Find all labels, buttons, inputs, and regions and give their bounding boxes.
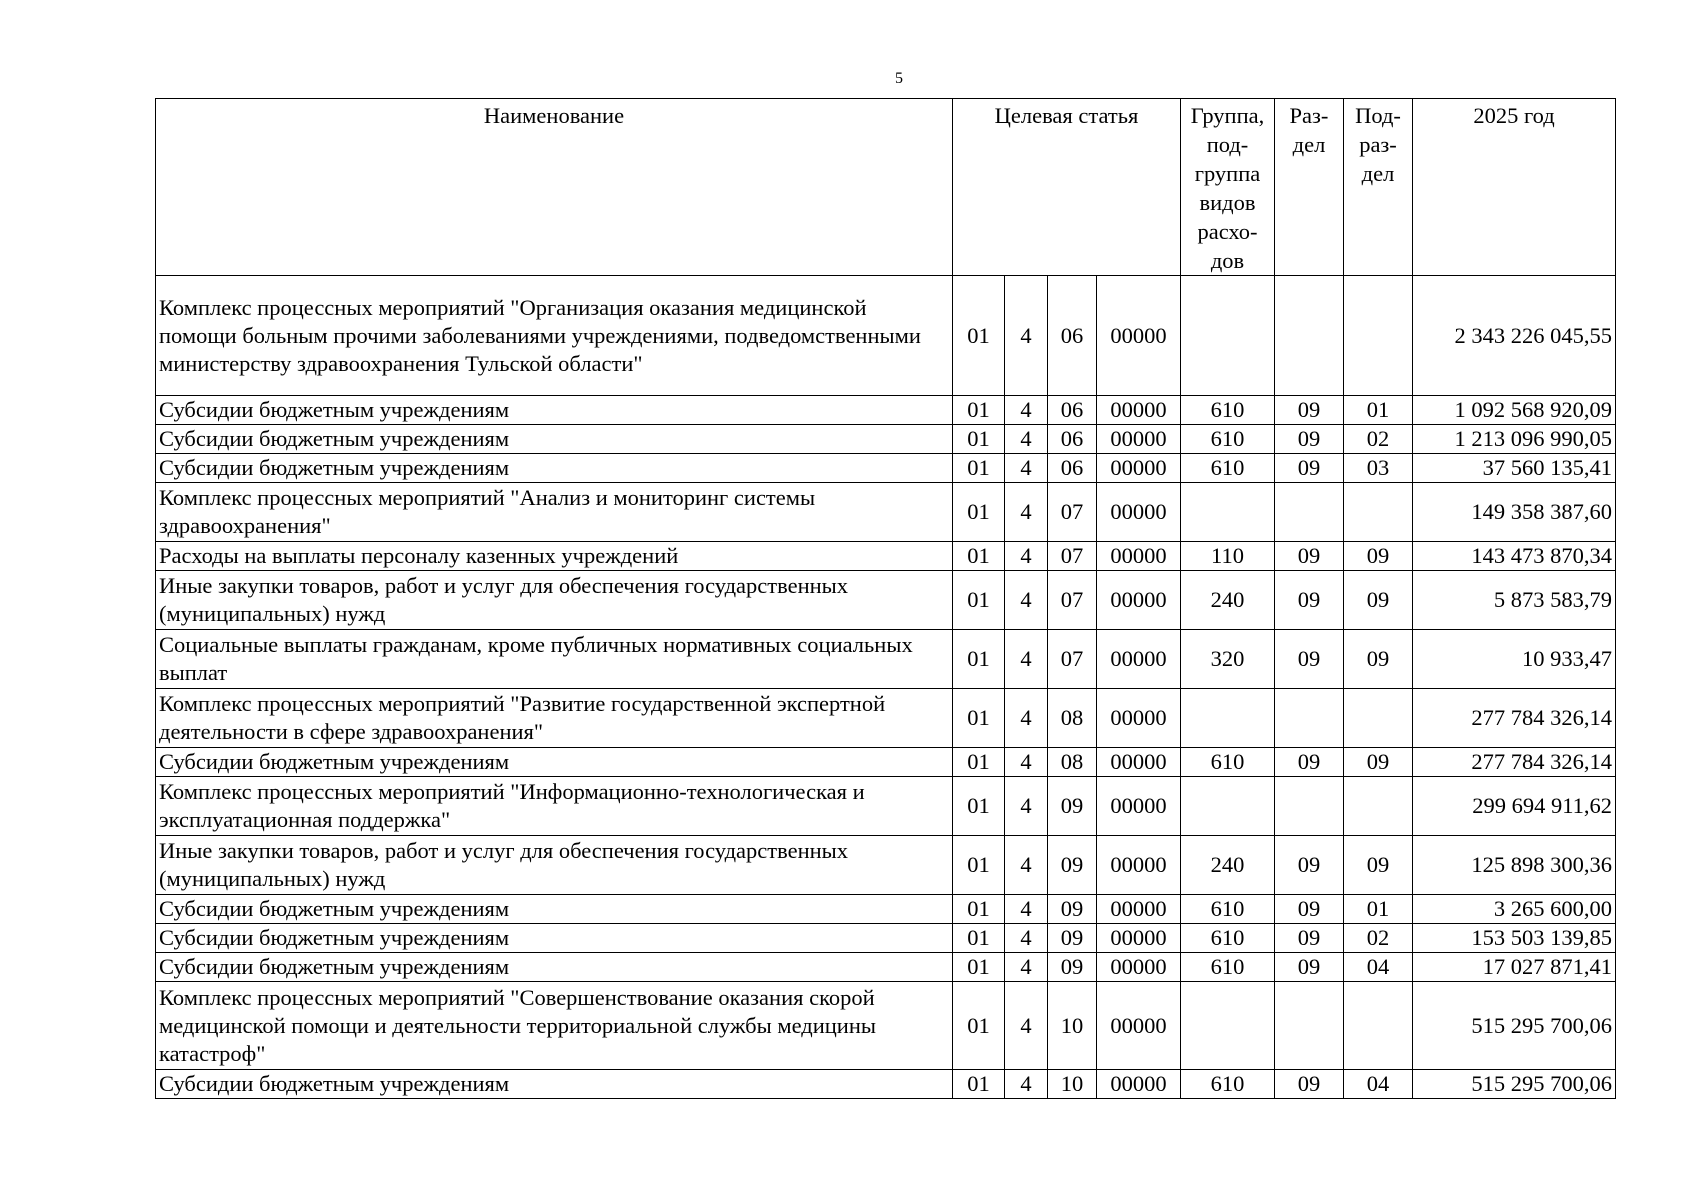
table-row [156, 396, 1616, 425]
code-direction: 00000 [1097, 689, 1181, 748]
section: 09 [1275, 542, 1344, 571]
page-number: 5 [895, 70, 903, 87]
code-program: 01 [953, 953, 1005, 982]
code-complex: 07 [1048, 571, 1097, 630]
section: 09 [1275, 425, 1344, 454]
table-row [156, 630, 1616, 689]
row-name: Иные закупки товаров, работ и услуг для обеспечения государственных (муниципальных) нужд [156, 571, 953, 630]
code-type: 4 [1005, 777, 1048, 836]
section: 09 [1275, 396, 1344, 425]
code-direction: 00000 [1097, 982, 1181, 1070]
code-complex: 06 [1048, 396, 1097, 425]
expense-group: 610 [1181, 1070, 1275, 1099]
code-type: 4 [1005, 953, 1048, 982]
section: 09 [1275, 630, 1344, 689]
row-name: Субсидии бюджетным учреждениям [156, 924, 953, 953]
amount-2025: 149 358 387,60 [1413, 483, 1616, 542]
expense-group: 610 [1181, 895, 1275, 924]
code-complex: 09 [1048, 836, 1097, 895]
table-row [156, 542, 1616, 571]
header-name: Наименование [156, 99, 953, 276]
amount-2025: 153 503 139,85 [1413, 924, 1616, 953]
subsection: 04 [1344, 1070, 1413, 1099]
expense-group [1181, 777, 1275, 836]
expense-group: 110 [1181, 542, 1275, 571]
row-name: Субсидии бюджетным учреждениям [156, 1070, 953, 1099]
expense-group [1181, 689, 1275, 748]
amount-2025: 1 213 096 990,05 [1413, 425, 1616, 454]
expense-group: 610 [1181, 454, 1275, 483]
amount-2025: 125 898 300,36 [1413, 836, 1616, 895]
row-name: Комплекс процессных мероприятий "Развитие государственной экспертной деятельности в сфере здравоохранения" [156, 689, 953, 748]
code-program: 01 [953, 571, 1005, 630]
code-direction: 00000 [1097, 1070, 1181, 1099]
code-complex: 08 [1048, 748, 1097, 777]
row-name: Субсидии бюджетным учреждениям [156, 953, 953, 982]
section [1275, 276, 1344, 396]
expense-group: 240 [1181, 836, 1275, 895]
code-type: 4 [1005, 1070, 1048, 1099]
code-type: 4 [1005, 571, 1048, 630]
expense-group: 610 [1181, 953, 1275, 982]
code-program: 01 [953, 689, 1005, 748]
code-type: 4 [1005, 836, 1048, 895]
code-type: 4 [1005, 689, 1048, 748]
section [1275, 689, 1344, 748]
section: 09 [1275, 454, 1344, 483]
code-direction: 00000 [1097, 425, 1181, 454]
code-program: 01 [953, 454, 1005, 483]
code-direction: 00000 [1097, 396, 1181, 425]
amount-2025: 1 092 568 920,09 [1413, 396, 1616, 425]
amount-2025: 17 027 871,41 [1413, 953, 1616, 982]
code-complex: 07 [1048, 630, 1097, 689]
table-row [156, 425, 1616, 454]
code-type: 4 [1005, 748, 1048, 777]
header-target-article: Целевая статья [953, 99, 1181, 276]
table-row [156, 571, 1616, 630]
row-name: Иные закупки товаров, работ и услуг для обеспечения государственных (муниципальных) нужд [156, 836, 953, 895]
code-type: 4 [1005, 483, 1048, 542]
subsection [1344, 982, 1413, 1070]
subsection: 09 [1344, 630, 1413, 689]
code-complex: 07 [1048, 483, 1097, 542]
row-name: Социальные выплаты гражданам, кроме публичных нормативных социальных выплат [156, 630, 953, 689]
subsection [1344, 276, 1413, 396]
subsection: 09 [1344, 836, 1413, 895]
row-name: Субсидии бюджетным учреждениям [156, 454, 953, 483]
subsection [1344, 689, 1413, 748]
code-complex: 06 [1048, 276, 1097, 396]
expense-group: 610 [1181, 924, 1275, 953]
code-program: 01 [953, 836, 1005, 895]
code-type: 4 [1005, 425, 1048, 454]
section [1275, 483, 1344, 542]
table-row [156, 483, 1616, 542]
amount-2025: 10 933,47 [1413, 630, 1616, 689]
table-row [156, 748, 1616, 777]
code-program: 01 [953, 630, 1005, 689]
table-row [156, 924, 1616, 953]
code-complex: 06 [1048, 425, 1097, 454]
code-program: 01 [953, 777, 1005, 836]
code-type: 4 [1005, 895, 1048, 924]
code-direction: 00000 [1097, 836, 1181, 895]
code-direction: 00000 [1097, 953, 1181, 982]
header-group: Группа, под-группа видов расхо-дов [1181, 99, 1275, 276]
row-name: Комплекс процессных мероприятий "Информационно-технологическая и эксплуатационная поддержка" [156, 777, 953, 836]
code-direction: 00000 [1097, 924, 1181, 953]
expense-group [1181, 483, 1275, 542]
code-complex: 08 [1048, 689, 1097, 748]
code-complex: 09 [1048, 924, 1097, 953]
expense-group: 610 [1181, 425, 1275, 454]
row-name: Субсидии бюджетным учреждениям [156, 748, 953, 777]
section: 09 [1275, 953, 1344, 982]
subsection: 04 [1344, 953, 1413, 982]
table-row [156, 895, 1616, 924]
table-row [156, 454, 1616, 483]
code-complex: 09 [1048, 953, 1097, 982]
section [1275, 777, 1344, 836]
amount-2025: 515 295 700,06 [1413, 982, 1616, 1070]
code-complex: 07 [1048, 542, 1097, 571]
code-direction: 00000 [1097, 895, 1181, 924]
subsection: 02 [1344, 924, 1413, 953]
amount-2025: 143 473 870,34 [1413, 542, 1616, 571]
section: 09 [1275, 836, 1344, 895]
header-row [156, 99, 1616, 276]
expense-group [1181, 982, 1275, 1070]
code-complex: 06 [1048, 454, 1097, 483]
table-row [156, 953, 1616, 982]
subsection: 01 [1344, 895, 1413, 924]
table-row [156, 982, 1616, 1070]
code-program: 01 [953, 542, 1005, 571]
amount-2025: 2 343 226 045,55 [1413, 276, 1616, 396]
expense-group: 240 [1181, 571, 1275, 630]
amount-2025: 515 295 700,06 [1413, 1070, 1616, 1099]
expense-group: 610 [1181, 396, 1275, 425]
expense-group: 320 [1181, 630, 1275, 689]
code-type: 4 [1005, 924, 1048, 953]
subsection: 09 [1344, 542, 1413, 571]
code-direction: 00000 [1097, 748, 1181, 777]
row-name: Субсидии бюджетным учреждениям [156, 425, 953, 454]
budget-table [155, 98, 1616, 1099]
code-program: 01 [953, 748, 1005, 777]
code-program: 01 [953, 1070, 1005, 1099]
table-row [156, 689, 1616, 748]
code-complex: 10 [1048, 1070, 1097, 1099]
section: 09 [1275, 895, 1344, 924]
code-type: 4 [1005, 630, 1048, 689]
code-direction: 00000 [1097, 571, 1181, 630]
code-type: 4 [1005, 982, 1048, 1070]
code-program: 01 [953, 895, 1005, 924]
code-type: 4 [1005, 276, 1048, 396]
code-direction: 00000 [1097, 630, 1181, 689]
row-name: Субсидии бюджетным учреждениям [156, 895, 953, 924]
code-direction: 00000 [1097, 483, 1181, 542]
amount-2025: 3 265 600,00 [1413, 895, 1616, 924]
section: 09 [1275, 748, 1344, 777]
code-program: 01 [953, 425, 1005, 454]
subsection [1344, 777, 1413, 836]
amount-2025: 5 873 583,79 [1413, 571, 1616, 630]
expense-group: 610 [1181, 748, 1275, 777]
row-name: Расходы на выплаты персоналу казенных учреждений [156, 542, 953, 571]
row-name: Субсидии бюджетным учреждениям [156, 396, 953, 425]
code-complex: 10 [1048, 982, 1097, 1070]
amount-2025: 37 560 135,41 [1413, 454, 1616, 483]
code-complex: 09 [1048, 895, 1097, 924]
code-program: 01 [953, 396, 1005, 425]
table-row [156, 777, 1616, 836]
table-row [156, 836, 1616, 895]
subsection: 02 [1344, 425, 1413, 454]
code-direction: 00000 [1097, 276, 1181, 396]
table-row [156, 276, 1616, 396]
section: 09 [1275, 1070, 1344, 1099]
code-type: 4 [1005, 454, 1048, 483]
header-subsection: Под-раз-дел [1344, 99, 1413, 276]
subsection: 09 [1344, 748, 1413, 777]
header-year: 2025 год [1413, 99, 1616, 276]
amount-2025: 299 694 911,62 [1413, 777, 1616, 836]
expense-group [1181, 276, 1275, 396]
subsection: 03 [1344, 454, 1413, 483]
code-program: 01 [953, 276, 1005, 396]
code-direction: 00000 [1097, 542, 1181, 571]
code-program: 01 [953, 982, 1005, 1070]
amount-2025: 277 784 326,14 [1413, 748, 1616, 777]
subsection: 09 [1344, 571, 1413, 630]
subsection: 01 [1344, 396, 1413, 425]
section [1275, 982, 1344, 1070]
code-type: 4 [1005, 396, 1048, 425]
code-complex: 09 [1048, 777, 1097, 836]
code-direction: 00000 [1097, 777, 1181, 836]
code-type: 4 [1005, 542, 1048, 571]
row-name: Комплекс процессных мероприятий "Организация оказания медицинской помощи больным прочими заболеваниями учреждениями, подведомственными министерству здравоохранения Тульской области" [156, 276, 953, 396]
table-row [156, 1070, 1616, 1099]
row-name: Комплекс процессных мероприятий "Анализ и мониторинг системы здравоохранения" [156, 483, 953, 542]
code-direction: 00000 [1097, 454, 1181, 483]
amount-2025: 277 784 326,14 [1413, 689, 1616, 748]
header-section: Раз-дел [1275, 99, 1344, 276]
subsection [1344, 483, 1413, 542]
code-program: 01 [953, 483, 1005, 542]
code-program: 01 [953, 924, 1005, 953]
row-name: Комплекс процессных мероприятий "Совершенствование оказания скорой медицинской помощи и деятельности территориальной службы медицины катастроф" [156, 982, 953, 1070]
section: 09 [1275, 571, 1344, 630]
section: 09 [1275, 924, 1344, 953]
